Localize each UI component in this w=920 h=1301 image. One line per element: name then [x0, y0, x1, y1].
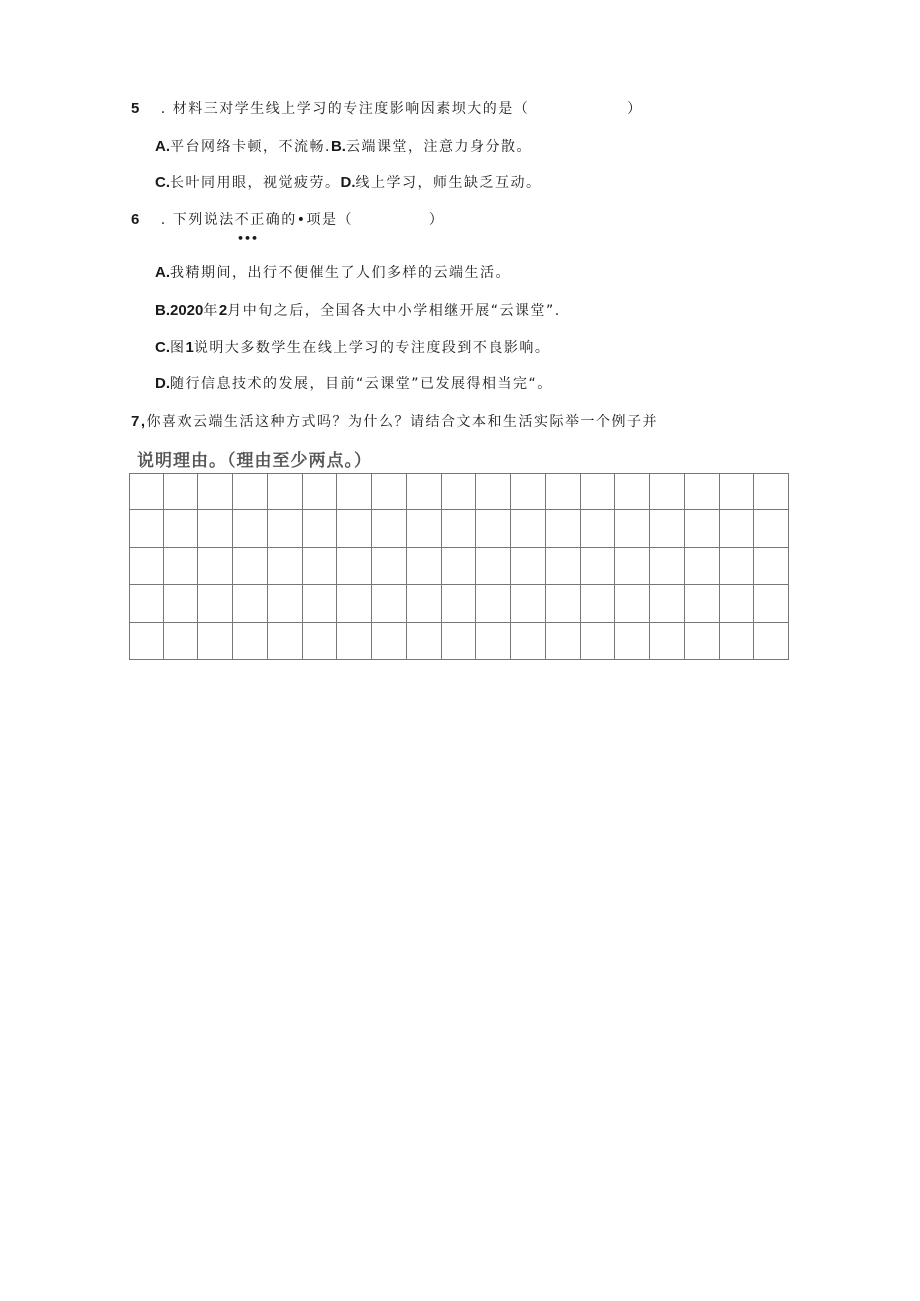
q6-option-b-letter: B. — [155, 302, 170, 319]
grid-cell[interactable] — [615, 548, 650, 585]
grid-cell[interactable] — [198, 623, 233, 660]
grid-cell[interactable] — [650, 623, 685, 660]
grid-cell[interactable] — [615, 623, 650, 660]
grid-cell[interactable] — [372, 548, 407, 585]
grid-cell[interactable] — [511, 623, 546, 660]
grid-cell[interactable] — [685, 473, 720, 510]
grid-cell[interactable] — [233, 548, 268, 585]
q6-emphasis-dots: ••• — [237, 232, 259, 245]
q6-number: 6 — [131, 211, 141, 228]
grid-cell[interactable] — [337, 548, 372, 585]
q6-option-c-letter: C. — [155, 339, 170, 356]
grid-cell[interactable] — [442, 585, 477, 622]
grid-cell[interactable] — [268, 623, 303, 660]
q6-option-c-figure-number: 1 — [185, 339, 194, 356]
grid-cell[interactable] — [198, 510, 233, 547]
q6-stem — [131, 210, 444, 230]
grid-cell[interactable] — [268, 473, 303, 510]
answer-grid[interactable] — [129, 473, 789, 660]
grid-cell[interactable] — [511, 510, 546, 547]
grid-cell[interactable] — [581, 623, 616, 660]
grid-cell[interactable] — [268, 548, 303, 585]
grid-cell[interactable] — [372, 510, 407, 547]
grid-cell[interactable] — [407, 510, 442, 547]
q5-number: 5 — [131, 100, 141, 117]
q6-option-c-text-1: 图 — [170, 340, 186, 356]
grid-cell[interactable] — [303, 585, 338, 622]
grid-cell[interactable] — [720, 623, 755, 660]
q5-option-c-letter: C. — [155, 174, 170, 191]
q7-number: 7, — [131, 413, 147, 430]
grid-cell[interactable] — [268, 585, 303, 622]
grid-cell[interactable] — [615, 510, 650, 547]
grid-cell[interactable] — [233, 585, 268, 622]
grid-cell[interactable] — [198, 473, 233, 510]
q6-option-b-month: 2 — [218, 302, 228, 319]
q7-caption: 说明理由。（理由至少两点。） — [137, 451, 372, 471]
q5-stem-text: . 材料三对学生线上学习的专注度影响因素坝大的是（ — [160, 101, 530, 117]
grid-cell[interactable] — [476, 623, 511, 660]
grid-cell[interactable] — [615, 585, 650, 622]
grid-cell[interactable] — [754, 585, 789, 622]
grid-cell[interactable] — [303, 623, 338, 660]
grid-cell[interactable] — [337, 510, 372, 547]
grid-cell[interactable] — [546, 473, 581, 510]
grid-cell[interactable] — [129, 585, 164, 622]
q7-stem — [131, 412, 658, 432]
q5-option-row-1 — [155, 137, 532, 157]
grid-cell[interactable] — [337, 623, 372, 660]
grid-cell[interactable] — [198, 585, 233, 622]
grid-cell[interactable] — [372, 623, 407, 660]
grid-cell[interactable] — [407, 548, 442, 585]
grid-cell[interactable] — [164, 585, 199, 622]
q6-close-paren: ） — [428, 212, 445, 228]
grid-cell[interactable] — [650, 510, 685, 547]
grid-cell[interactable] — [650, 473, 685, 510]
grid-cell[interactable] — [685, 585, 720, 622]
grid-cell[interactable] — [720, 585, 755, 622]
q7-stem-text: 你喜欢云端生活这种方式吗？为什么？请结合文本和生活实际举一个例子并 — [146, 414, 659, 430]
q5-option-b-letter: B. — [330, 138, 346, 155]
grid-cell[interactable] — [581, 548, 616, 585]
q6-option-b-text-1: 年 — [203, 303, 219, 319]
grid-cell[interactable] — [754, 623, 789, 660]
grid-cell[interactable] — [581, 473, 616, 510]
grid-cell[interactable] — [372, 473, 407, 510]
grid-cell[interactable] — [442, 473, 477, 510]
grid-cell[interactable] — [476, 548, 511, 585]
grid-cell[interactable] — [546, 585, 581, 622]
grid-cell[interactable] — [720, 548, 755, 585]
grid-cell[interactable] — [303, 473, 338, 510]
q5-option-b-text: 云端课堂，注意力身分散。 — [345, 139, 532, 155]
grid-cell[interactable] — [546, 623, 581, 660]
grid-cell[interactable] — [685, 623, 720, 660]
grid-cell[interactable] — [581, 585, 616, 622]
grid-cell[interactable] — [164, 623, 199, 660]
q6-option-b-year: 2020 — [170, 302, 204, 319]
grid-cell[interactable] — [685, 510, 720, 547]
grid-cell[interactable] — [754, 548, 789, 585]
q6-option-d — [155, 374, 553, 394]
grid-cell[interactable] — [546, 510, 581, 547]
grid-cell[interactable] — [372, 585, 407, 622]
grid-cell[interactable] — [129, 623, 164, 660]
q5-option-d-letter: D. — [340, 174, 356, 191]
grid-cell[interactable] — [476, 473, 511, 510]
grid-cell[interactable] — [511, 548, 546, 585]
grid-cell[interactable] — [650, 585, 685, 622]
grid-cell[interactable] — [511, 473, 546, 510]
grid-cell[interactable] — [581, 510, 616, 547]
q6-option-a-text: 我精期间，出行不便催生了人们多样的云端生活。 — [170, 265, 511, 281]
grid-cell[interactable] — [303, 510, 338, 547]
grid-cell[interactable] — [754, 510, 789, 547]
grid-cell[interactable] — [233, 510, 268, 547]
grid-cell[interactable] — [615, 473, 650, 510]
q6-option-c-text-2: 说明大多数学生在线上学习的专注度段到不良影响。 — [193, 340, 551, 356]
q6-option-c — [155, 338, 550, 358]
grid-cell[interactable] — [198, 548, 233, 585]
grid-cell[interactable] — [407, 585, 442, 622]
q5-option-row-2 — [155, 173, 542, 193]
grid-cell[interactable] — [164, 548, 199, 585]
q6-option-d-letter: D. — [155, 375, 170, 392]
q5-option-c-text: 长叶同用眼，视觉疲劳。 — [170, 175, 341, 191]
grid-cell[interactable] — [511, 585, 546, 622]
q6-option-d-text: 随行信息技术的发展，目前“云课堂”已发展得相当完“。 — [170, 376, 553, 392]
grid-cell[interactable] — [442, 510, 477, 547]
grid-cell[interactable] — [685, 548, 720, 585]
grid-cell[interactable] — [233, 473, 268, 510]
grid-cell[interactable] — [407, 623, 442, 660]
grid-cell[interactable] — [337, 585, 372, 622]
q6-option-a-letter: A. — [155, 264, 170, 281]
q5-option-a-letter: A. — [155, 138, 170, 155]
q6-option-b-text-2: 月中旬之后，全国各大中小学相继开展“云课堂”. — [227, 303, 561, 319]
q6-stem-text: . 下列说法不正确的•项是（ — [160, 212, 353, 228]
grid-cell[interactable] — [164, 510, 199, 547]
q5-stem — [131, 99, 643, 119]
grid-cell[interactable] — [268, 510, 303, 547]
grid-cell[interactable] — [476, 510, 511, 547]
grid-cell[interactable] — [129, 548, 164, 585]
grid-cell[interactable] — [650, 548, 685, 585]
grid-cell[interactable] — [546, 548, 581, 585]
grid-cell[interactable] — [129, 510, 164, 547]
grid-cell[interactable] — [754, 473, 789, 510]
grid-cell[interactable] — [442, 548, 477, 585]
grid-cell[interactable] — [442, 623, 477, 660]
grid-cell[interactable] — [233, 623, 268, 660]
grid-cell[interactable] — [129, 473, 164, 510]
grid-cell[interactable] — [720, 473, 755, 510]
grid-cell[interactable] — [303, 548, 338, 585]
q5-option-d-text: 线上学习，师生缺乏互动。 — [355, 175, 542, 191]
grid-cell[interactable] — [164, 473, 199, 510]
grid-cell[interactable] — [407, 473, 442, 510]
q5-option-a-text: 平台网络卡顿，不流畅. — [170, 139, 331, 155]
q6-option-b — [155, 301, 561, 321]
grid-cell[interactable] — [337, 473, 372, 510]
q6-option-a — [155, 263, 511, 283]
q5-close-paren: ） — [627, 101, 643, 117]
grid-cell[interactable] — [720, 510, 755, 547]
grid-cell[interactable] — [476, 585, 511, 622]
